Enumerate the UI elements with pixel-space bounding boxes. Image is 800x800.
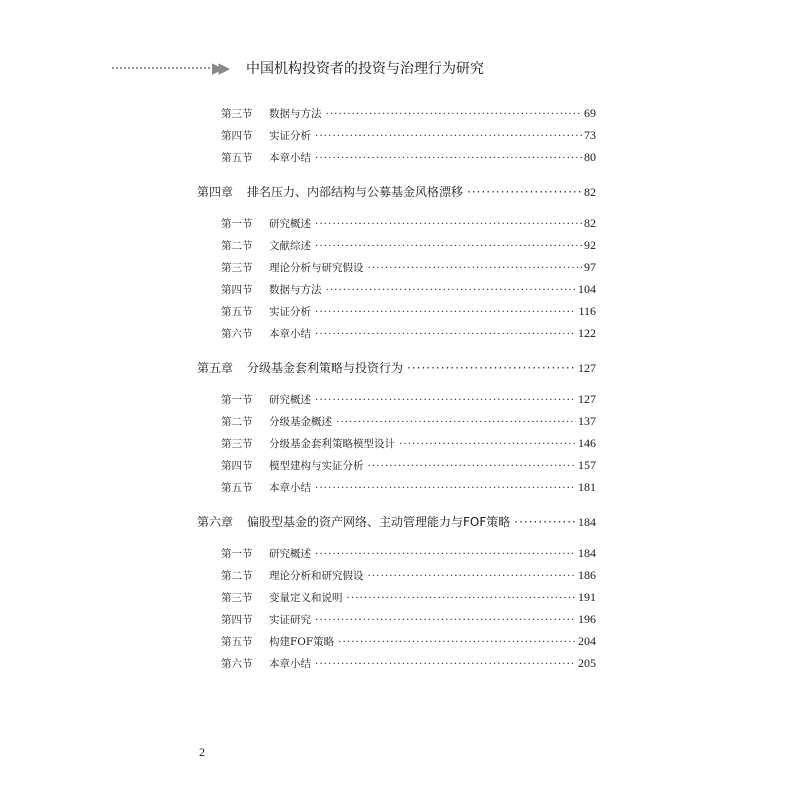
toc-entry-page: 204 xyxy=(578,634,596,648)
dot-leader xyxy=(315,130,582,142)
dot-leader xyxy=(338,636,576,648)
toc-entry-title: 研究概述 xyxy=(269,548,311,560)
toc-entry-number: 第三节 xyxy=(221,262,253,274)
toc-entry-number: 第五节 xyxy=(221,636,253,648)
book-title: 中国机构投资者的投资与治理行为研究 xyxy=(246,61,484,77)
toc-entry-title: 本章小结 xyxy=(269,152,311,164)
toc-entry-page: 157 xyxy=(578,458,596,472)
toc-section-row xyxy=(221,282,596,297)
toc-entry-page: 184 xyxy=(578,515,596,529)
toc-entry-number: 第五章 xyxy=(197,361,234,375)
toc-entry-title: 文献综述 xyxy=(269,240,311,252)
toc-section-row xyxy=(221,414,596,429)
dot-leader xyxy=(315,240,582,252)
toc-entry-title: 构建FOF策略 xyxy=(269,636,335,648)
toc-entry-page: 146 xyxy=(578,436,596,450)
dot-leader xyxy=(347,592,577,604)
toc-entry-title: 研究概述 xyxy=(269,218,311,230)
toc-entry-page: 127 xyxy=(578,392,596,406)
dot-leader xyxy=(368,570,577,582)
toc-chapter-row xyxy=(197,359,596,376)
toc-entry-title: 实证研究 xyxy=(269,614,311,626)
toc-section-row xyxy=(221,106,596,121)
toc-entry-page: 69 xyxy=(584,106,596,120)
toc-entry-page: 184 xyxy=(578,546,596,560)
toc-entry-title: 排名压力、内部结构与公募基金风格漂移 xyxy=(247,185,464,199)
toc-entry-number: 第六节 xyxy=(221,328,253,340)
dot-leader xyxy=(315,394,576,406)
dot-leader xyxy=(315,482,576,494)
toc-entry-title: 变量定义和说明 xyxy=(269,592,343,604)
toc-section-row xyxy=(221,128,596,143)
toc-entry-number: 第五节 xyxy=(221,482,253,494)
toc-entry-number: 第五节 xyxy=(221,306,253,318)
toc-section-row xyxy=(221,546,596,561)
toc-entry-page: 73 xyxy=(584,128,596,142)
toc-entry-number: 第三节 xyxy=(221,108,253,120)
dot-leader xyxy=(407,361,576,375)
toc-entry-title: 实证分析 xyxy=(269,306,311,318)
toc-entry-title: 本章小结 xyxy=(269,482,311,494)
toc-entry-page: 80 xyxy=(584,150,596,164)
toc-entry-title: 分级基金套利策略与投资行为 xyxy=(247,361,404,375)
dot-leader xyxy=(315,548,576,560)
dot-leader xyxy=(336,416,576,428)
toc-entry-number: 第四节 xyxy=(221,284,253,296)
toc-section-row xyxy=(221,634,596,649)
dot-leader xyxy=(315,152,582,164)
toc-chapter-row xyxy=(197,513,596,530)
toc-entry-page: 92 xyxy=(584,238,596,252)
toc-entry-title: 本章小结 xyxy=(269,658,311,670)
toc-entry-number: 第二节 xyxy=(221,570,253,582)
toc-entry-title: 数据与方法 xyxy=(269,284,322,296)
toc-entry-number: 第一节 xyxy=(221,394,253,406)
toc-entry-title: 实证分析 xyxy=(269,130,311,142)
toc-entry-page: 205 xyxy=(578,656,596,670)
toc-entry-number: 第三节 xyxy=(221,592,253,604)
toc-entry-number: 第四节 xyxy=(221,460,253,472)
dot-leader xyxy=(368,262,583,274)
dot-leader xyxy=(315,328,576,340)
toc-entry-page: 196 xyxy=(578,612,596,626)
dot-leader xyxy=(326,108,583,120)
dot-leader xyxy=(315,614,576,626)
toc-entry-page: 116 xyxy=(578,304,596,318)
toc-entry-page: 191 xyxy=(578,590,596,604)
dot-leader xyxy=(326,284,577,296)
toc-chapter-row xyxy=(197,183,596,200)
toc-entry-number: 第六章 xyxy=(197,515,234,529)
toc-section-row xyxy=(221,216,596,231)
toc-section-row xyxy=(221,436,596,451)
dot-leader xyxy=(399,438,576,450)
dot-leader xyxy=(315,306,576,318)
double-arrow-icon: ▶▶ xyxy=(212,59,226,77)
toc-entry-title: 偏股型基金的资产网络、主动管理能力与FOF策略 xyxy=(247,515,511,529)
toc-entry-number: 第二节 xyxy=(221,240,253,252)
page-number: 2 xyxy=(199,745,205,759)
toc-entry-number: 第四章 xyxy=(197,185,234,199)
toc-entry-title: 理论分析和研究假设 xyxy=(269,570,364,582)
toc-entry-number: 第六节 xyxy=(221,658,253,670)
toc-entry-title: 理论分析与研究假设 xyxy=(269,262,364,274)
toc-section-row xyxy=(221,326,596,341)
toc-section-row xyxy=(221,458,596,473)
dot-leader xyxy=(467,185,582,199)
toc-entry-page: 104 xyxy=(578,282,596,296)
toc-entry-title: 本章小结 xyxy=(269,328,311,340)
toc-section-row xyxy=(221,304,596,319)
dot-leader xyxy=(315,658,576,670)
toc-entry-page: 127 xyxy=(578,361,596,375)
dot-leader xyxy=(514,515,576,529)
toc-section-row xyxy=(221,480,596,495)
toc-section-row xyxy=(221,612,596,627)
toc-section-row xyxy=(221,656,596,671)
toc-entry-number: 第四节 xyxy=(221,130,253,142)
toc-entry-title: 数据与方法 xyxy=(269,108,322,120)
toc-entry-number: 第五节 xyxy=(221,152,253,164)
toc-section-row xyxy=(221,392,596,407)
toc-entry-number: 第二节 xyxy=(221,416,253,428)
toc-section-row xyxy=(221,590,596,605)
toc-entry-number: 第一节 xyxy=(221,218,253,230)
toc-section-row xyxy=(221,238,596,253)
toc-entry-page: 82 xyxy=(584,185,596,199)
toc-entry-page: 181 xyxy=(578,480,596,494)
toc-entry-title: 分级基金概述 xyxy=(269,416,332,428)
toc-entry-title: 研究概述 xyxy=(269,394,311,406)
dot-leader xyxy=(315,218,582,230)
toc-entry-number: 第一节 xyxy=(221,548,253,560)
toc-entry-page: 137 xyxy=(578,414,596,428)
toc-entry-page: 82 xyxy=(584,216,596,230)
toc-section-row xyxy=(221,260,596,275)
toc-entry-number: 第三节 xyxy=(221,438,253,450)
toc-entry-number: 第四节 xyxy=(221,614,253,626)
toc-entry-page: 97 xyxy=(584,260,596,274)
toc-entry-title: 模型建构与实证分析 xyxy=(269,460,364,472)
toc-entry-page: 186 xyxy=(578,568,596,582)
toc-entry-title: 分级基金套利策略模型设计 xyxy=(269,438,395,450)
toc-section-row xyxy=(221,150,596,165)
toc-entry-page: 122 xyxy=(578,326,596,340)
toc-section-row xyxy=(221,568,596,583)
dot-leader xyxy=(368,460,577,472)
